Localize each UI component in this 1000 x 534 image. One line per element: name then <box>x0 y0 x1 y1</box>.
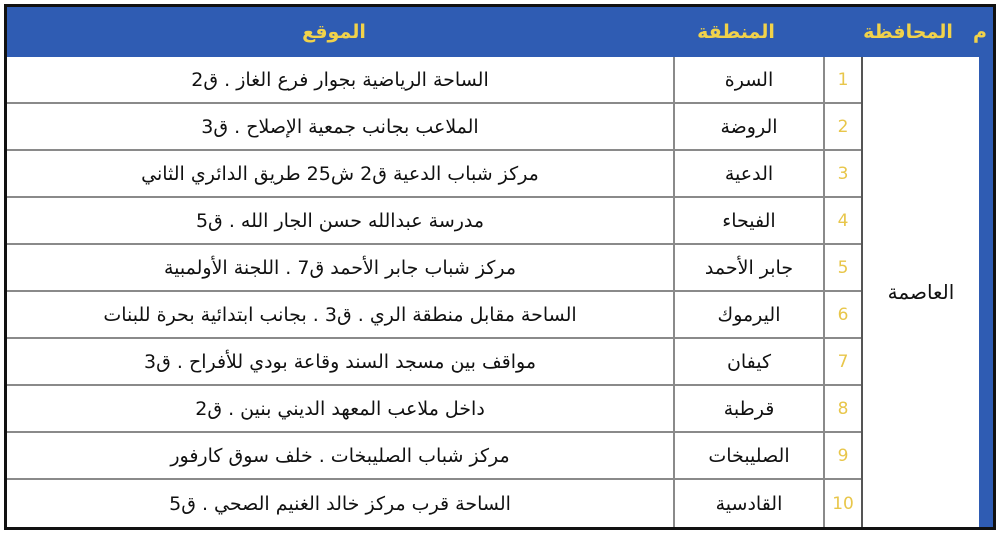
row-number: 3 <box>823 151 861 196</box>
table-frame <box>4 4 996 530</box>
header-area: المنطقة <box>697 21 775 43</box>
header-m: م <box>973 21 987 43</box>
row-area: كيفان <box>673 339 823 384</box>
row-location: مركز شباب جابر الأحمد ق7 . اللجنة الأولمبية <box>163 256 517 279</box>
row-number: 10 <box>823 480 861 527</box>
row-area: الفيحاء <box>673 198 823 243</box>
row-number: 7 <box>823 339 861 384</box>
row-number: 6 <box>823 292 861 337</box>
row-area: الصليبخات <box>673 433 823 478</box>
table-row <box>7 245 861 292</box>
row-location: مدرسة عبدالله حسن الجار الله . ق5 <box>195 209 485 232</box>
index-strip <box>979 57 993 527</box>
row-location: الملاعب بجانب جمعية الإصلاح . ق3 <box>201 115 479 138</box>
table-row <box>7 198 861 245</box>
row-number: 9 <box>823 433 861 478</box>
row-location: داخل ملاعب المعهد الديني بنين . ق2 <box>195 397 485 420</box>
row-number: 8 <box>823 386 861 431</box>
table-body <box>7 57 993 527</box>
table-row <box>7 104 861 151</box>
row-location: الساحة الرياضية بجوار فرع الغاز . ق2 <box>191 68 489 91</box>
row-location: الساحة مقابل منطقة الري . ق3 . بجانب ابتدائية بحرة للبنات <box>103 303 577 326</box>
row-area: الروضة <box>673 104 823 149</box>
header-governorate: المحافظة <box>863 21 953 43</box>
row-location: مركز شباب الدعية ق2 ش25 طريق الدائري الثاني <box>141 162 539 185</box>
row-location: مركز شباب الصليبخات . خلف سوق كارفور <box>170 444 510 467</box>
table-row <box>7 339 861 386</box>
row-location: مواقف بين مسجد السند وقاعة بودي للأفراح . ق3 <box>143 350 537 373</box>
row-area: جابر الأحمد <box>673 245 823 290</box>
row-location: الساحة قرب مركز خالد الغنيم الصحي . ق5 <box>169 492 511 515</box>
row-number: 2 <box>823 104 861 149</box>
table-header <box>7 7 993 57</box>
table-row <box>7 57 861 104</box>
row-area: القادسية <box>673 480 823 527</box>
row-area: اليرموك <box>673 292 823 337</box>
row-area: السرة <box>673 57 823 102</box>
table-row <box>7 151 861 198</box>
row-area: قرطبة <box>673 386 823 431</box>
row-area: الدعية <box>673 151 823 196</box>
row-number: 4 <box>823 198 861 243</box>
table-row <box>7 480 861 527</box>
table-row <box>7 386 861 433</box>
governorate-cell: العاصمة <box>861 57 979 527</box>
header-location: الموقع <box>302 21 366 43</box>
table-row <box>7 292 861 339</box>
table-rows <box>7 57 861 527</box>
row-number: 5 <box>823 245 861 290</box>
table-row <box>7 433 861 480</box>
row-number: 1 <box>823 57 861 102</box>
